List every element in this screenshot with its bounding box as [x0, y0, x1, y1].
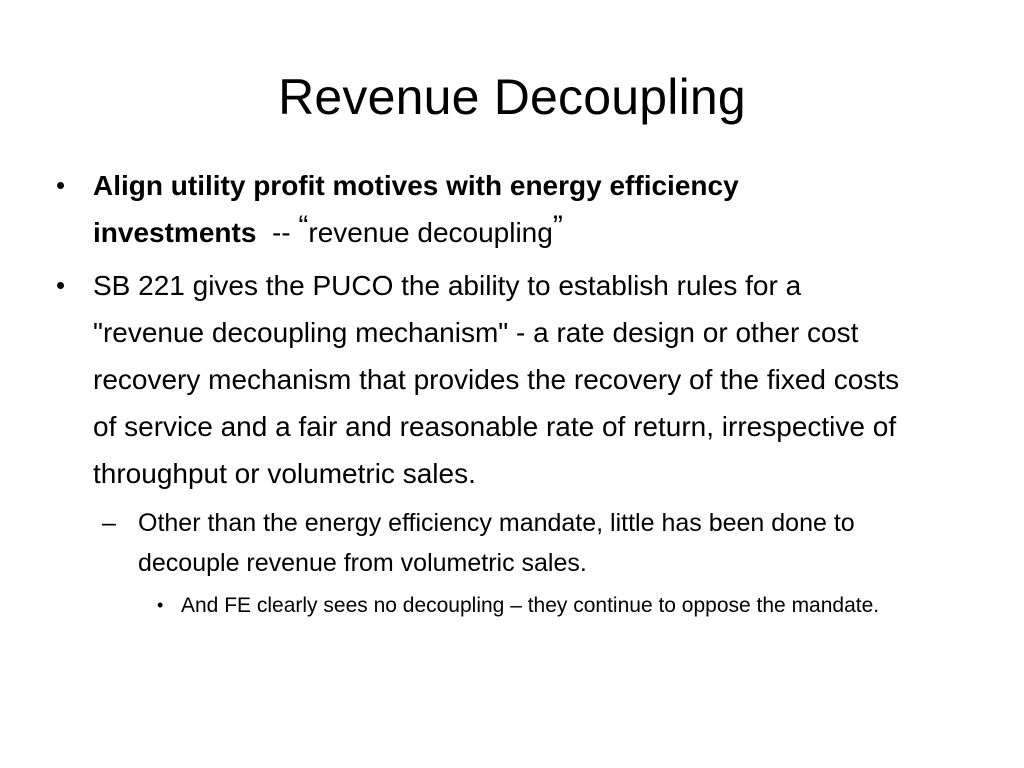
bullet-item-sb221	[56, 262, 956, 497]
bullet-text	[93, 162, 915, 256]
bullet-icon: •	[157, 595, 164, 615]
dash-icon: –	[102, 509, 116, 537]
slide-body	[56, 162, 956, 622]
close-quote: ”	[552, 210, 563, 243]
quoted-text: revenue decoupling	[308, 217, 553, 248]
bullet-item-align-utility	[56, 162, 956, 256]
bullet-icon: •	[56, 270, 66, 300]
slide-title: Revenue Decoupling	[278, 69, 746, 125]
sub-sub-bullet-text: And FE clearly sees no decoupling – they continue to oppose the mandate.	[181, 594, 880, 617]
sub-sub-bullet-item-fe	[56, 589, 956, 622]
bullet-bold-text: Align utility profit motives with energy efficiency investments	[93, 170, 739, 248]
sub-bullet-item-other-than	[56, 503, 956, 583]
sub-bullet-text: Other than the energy efficiency mandate, little has been done to decouple revenue from volumetric sales.	[138, 509, 855, 577]
separator: --	[271, 217, 291, 248]
bullet-icon: •	[56, 170, 66, 200]
bullet-text: SB 221 gives the PUCO the ability to establish rules for a "revenue decoupling mechanism" - a rate design or other cost recovery mechanism that provides the recovery of the fixed costs of service and a fair and reasonable rate of return, irrespective of throughput or volumetric sales.	[93, 270, 900, 489]
open-quote: “	[298, 210, 309, 243]
